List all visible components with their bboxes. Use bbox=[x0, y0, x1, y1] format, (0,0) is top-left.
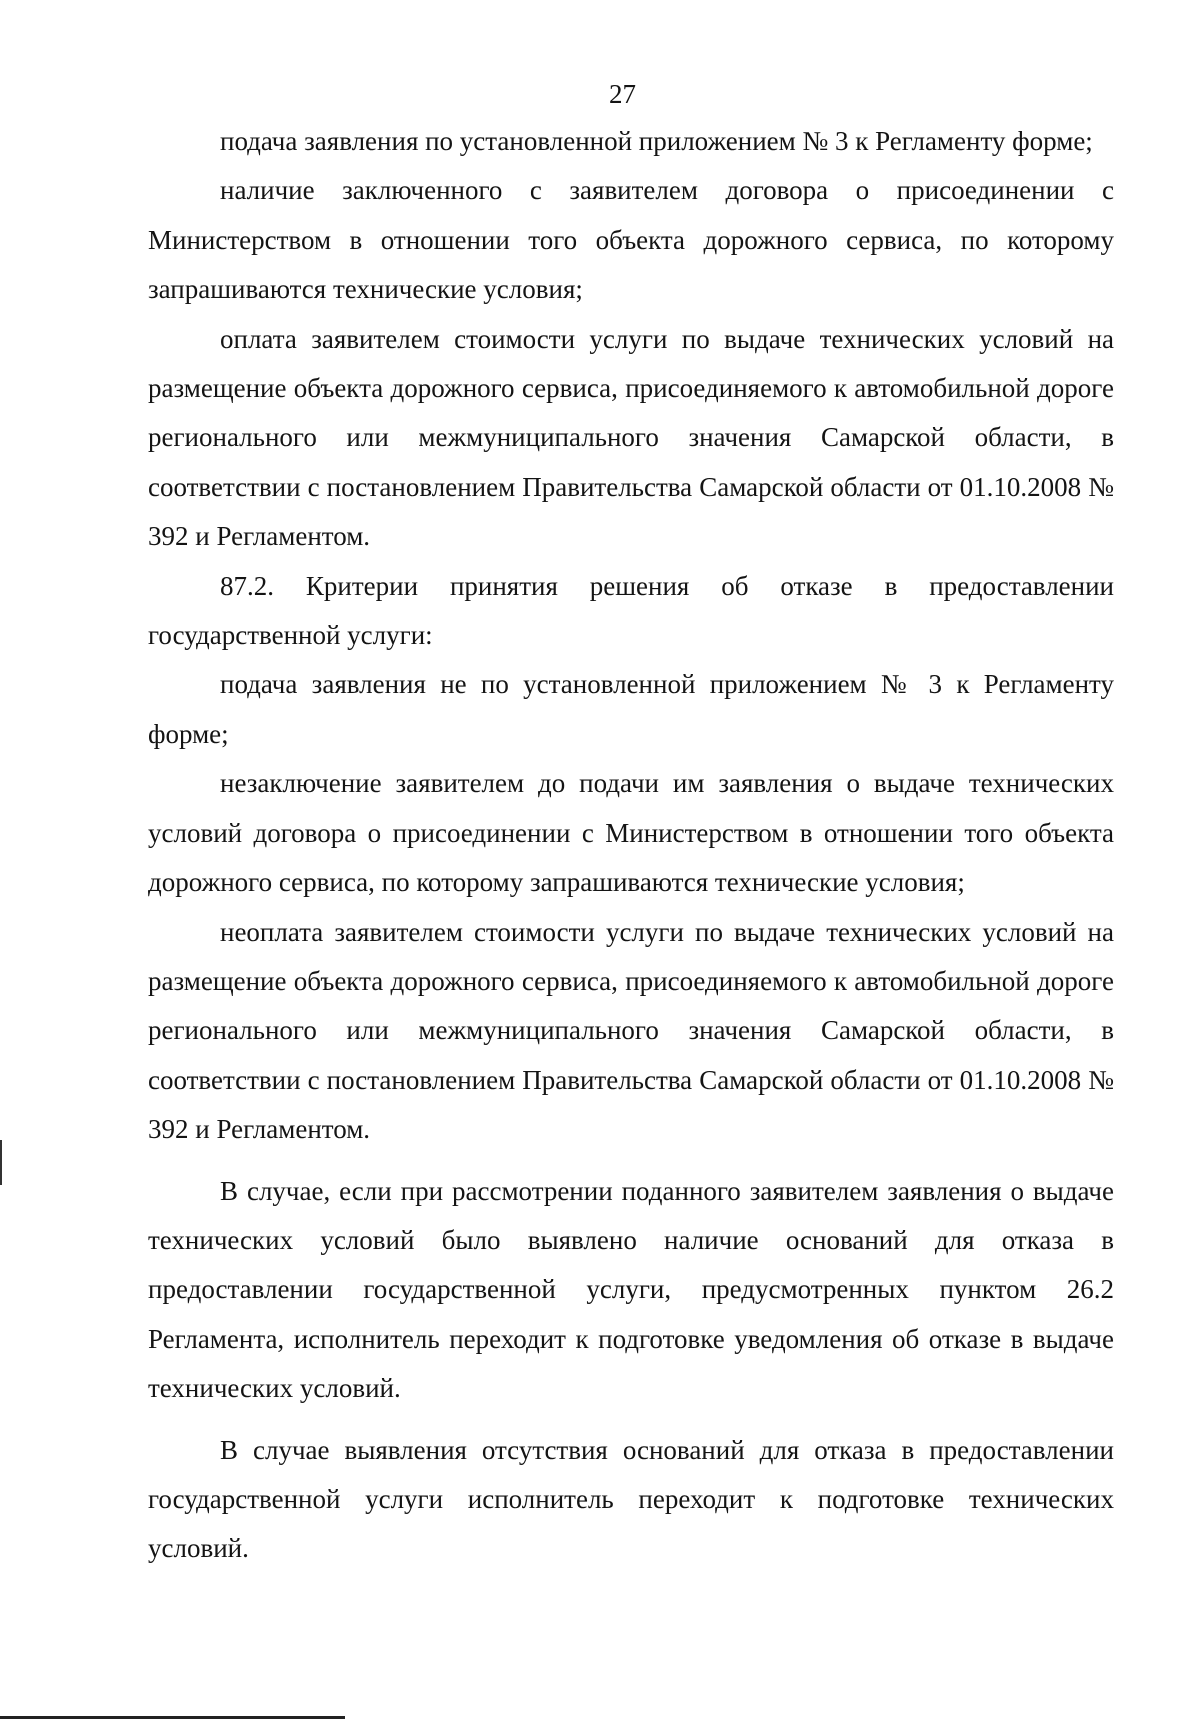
paragraph-2: наличие заключенного с заявителем договора о присоединении с Министерством в отношении того объекта дорожного сервиса, по которому запрашиваются технические условия; bbox=[148, 175, 1114, 305]
paragraph-3: оплата заявителем стоимости услуги по выдаче технических условий на размещение объекта дорожного сервиса, присоединяемого к автомобильной дороге регионального или межмуниципального значения Самарской области, в соответствии с постановлением Правительства Самарской области от 01.10.2008 № 392 и Регламентом. bbox=[148, 323, 1114, 552]
paragraph-5: подача заявления не по установленной приложением № 3 к Регламенту форме; bbox=[148, 669, 1114, 749]
paragraph-6: незаключение заявителем до подачи им заявления о выдаче технических условий договора о присоединении с Министерством в отношении того объекта дорожного сервиса, по которому запрашиваются технические условия; bbox=[148, 768, 1114, 898]
paragraph-9: В случае выявления отсутствия оснований для отказа в предоставлении государственной услуги исполнитель переходит к подготовке технических условий. bbox=[148, 1434, 1114, 1564]
page-number: 27 bbox=[609, 79, 636, 109]
paragraph-8: В случае, если при рассмотрении поданного заявителем заявления о выдаче технических условий было выявлено наличие оснований для отказа в предоставлении государственной услуги, предусмотренных пунктом 26.2 Регламента, исполнитель переходит к подготовке уведомления об отказе в выдаче технических условий. bbox=[148, 1175, 1114, 1404]
paragraph-4: 87.2. Критерии принятия решения об отказе в предоставлении государственной услуги: bbox=[148, 570, 1114, 651]
paragraph-7: неоплата заявителем стоимости услуги по выдаче технических условий на размещение объекта дорожного сервиса, присоединяемого к автомобильной дороге регионального или межмуниципального значения Самарской области, в соответствии с постановлением Правительства Самарской области от 01.10.2008 № 392 и Регламентом. bbox=[148, 916, 1114, 1145]
paragraph-1: подача заявления по установленной приложением № 3 к Регламенту форме; bbox=[220, 126, 1093, 156]
scan-bottom-rule bbox=[0, 1716, 345, 1719]
document-body bbox=[148, 117, 1114, 1574]
scan-edge-mark bbox=[0, 1140, 2, 1185]
